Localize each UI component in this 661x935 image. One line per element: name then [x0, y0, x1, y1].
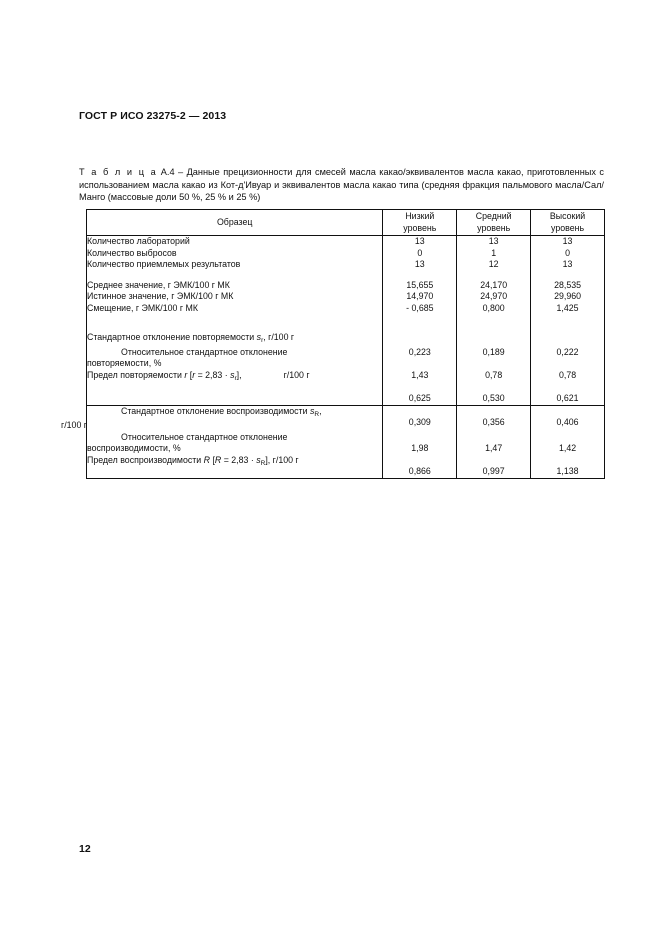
table-row [87, 393, 605, 405]
cell-R-mid: 0,997 [457, 455, 531, 479]
row-label-r: Предел повторяемости r $[r = 2,83 \cdot s_r]$, г/100 г [87, 370, 383, 385]
cell-outliers-mid: 1 [457, 248, 531, 260]
table-row [87, 432, 605, 455]
table-row [87, 332, 605, 347]
cell-true-high: 29,960 [531, 291, 605, 303]
spacer-row [87, 323, 605, 332]
row-label-sR: Стандартное отклонение воспроизводимости $s_R$, г/100 г [87, 405, 383, 432]
cell-outliers-low: 0 [383, 248, 457, 260]
table-row [87, 236, 605, 248]
row-label-rsdr: Относительное стандартное отклонение повторяемости, % [87, 347, 383, 370]
cell-accepted-high: 13 [531, 259, 605, 271]
row-label-sr: Стандартное отклонение повторяемости $s_r$, г/100 г [87, 332, 383, 347]
table-row [87, 347, 605, 370]
cell-sr-high: 0,222 [531, 347, 605, 370]
cell-sr-low: 0,223 [383, 347, 457, 370]
cell-accepted-low: 13 [383, 259, 457, 271]
cell-labs-high: 13 [531, 236, 605, 248]
cell-rsdr-low: 1,43 [383, 370, 457, 385]
table-row [87, 248, 605, 260]
table-row [87, 291, 605, 303]
cell-bias-low: - 0,685 [383, 303, 457, 315]
row-label-bias: Смещение, г ЭМК/100 г МК [87, 303, 383, 315]
cell-bias-mid: 0,800 [457, 303, 531, 315]
table-caption [79, 166, 604, 204]
cell-outliers-high: 0 [531, 248, 605, 260]
cell-sR-low: 0,309 [383, 405, 457, 432]
cell-labs-low: 13 [383, 236, 457, 248]
row-label-R: Предел воспроизводимости R $[R = 2,83 \cdot s_R]$, г/100 г [87, 455, 383, 479]
cell-mean-high: 28,535 [531, 280, 605, 292]
cell-R-high: 1,138 [531, 455, 605, 479]
cell-r-high: 0,621 [531, 393, 605, 405]
row-label-labs: Количество лабораторий [87, 236, 383, 248]
header-mid: Средний уровень [457, 210, 531, 236]
page-number: 12 [79, 843, 91, 855]
row-label-true: Истинное значение, г ЭМК/100 г МК [87, 291, 383, 303]
cell-rsdr-high: 0,78 [531, 370, 605, 385]
cell-labs-mid: 13 [457, 236, 531, 248]
cell-R-low: 0,866 [383, 455, 457, 479]
cell-accepted-mid: 12 [457, 259, 531, 271]
table-row [87, 280, 605, 292]
header-sample: Образец [87, 210, 383, 236]
cell-sr-mid: 0,189 [457, 347, 531, 370]
caption-prefix: Т а б л и ц а [79, 167, 158, 177]
cell-bias-high: 1,425 [531, 303, 605, 315]
table-row [87, 303, 605, 315]
spacer-row [87, 271, 605, 280]
header-high: Высокий уровень [531, 210, 605, 236]
cell-mean-mid: 24,170 [457, 280, 531, 292]
table-row [87, 455, 605, 479]
table-row [87, 405, 605, 432]
cell-rsdR-low: 1,98 [383, 432, 457, 455]
row-label-accepted: Количество приемлемых результатов [87, 259, 383, 271]
table-row [87, 259, 605, 271]
cell-rsdr-mid: 0,78 [457, 370, 531, 385]
table-header-row [87, 210, 605, 236]
cell-mean-low: 15,655 [383, 280, 457, 292]
header-low: Низкий уровень [383, 210, 457, 236]
row-label-outliers: Количество выбросов [87, 248, 383, 260]
precision-table [61, 209, 605, 479]
cell-r-low: 0,625 [383, 393, 457, 405]
cell-true-low: 14,970 [383, 291, 457, 303]
cell-r-mid: 0,530 [457, 393, 531, 405]
cell-true-mid: 24,970 [457, 291, 531, 303]
cell-rsdR-mid: 1,47 [457, 432, 531, 455]
cell-sR-mid: 0,356 [457, 405, 531, 432]
spacer-row [87, 384, 605, 393]
caption-body: А.4 – Данные прецизионности для смесей масла какао/эквивалентов масла какао, приготовленных с использованием масла какао из Кот-д'Ивуар и эквивалентов масла какао типа (средняя фракция пальмового масла/Сал/Манго (массовые доли 50 %, 25 % и 25 %) [79, 167, 604, 202]
table-row [87, 370, 605, 385]
cell-rsdR-high: 1,42 [531, 432, 605, 455]
spacer-row [87, 314, 605, 323]
row-label-rsdR: Относительное стандартное отклонение воспроизводимости, % [87, 432, 383, 455]
cell-sR-high: 0,406 [531, 405, 605, 432]
row-label-mean: Среднее значение, г ЭМК/100 г МК [87, 280, 383, 292]
document-header: ГОСТ Р ИСО 23275-2 — 2013 [79, 110, 227, 122]
